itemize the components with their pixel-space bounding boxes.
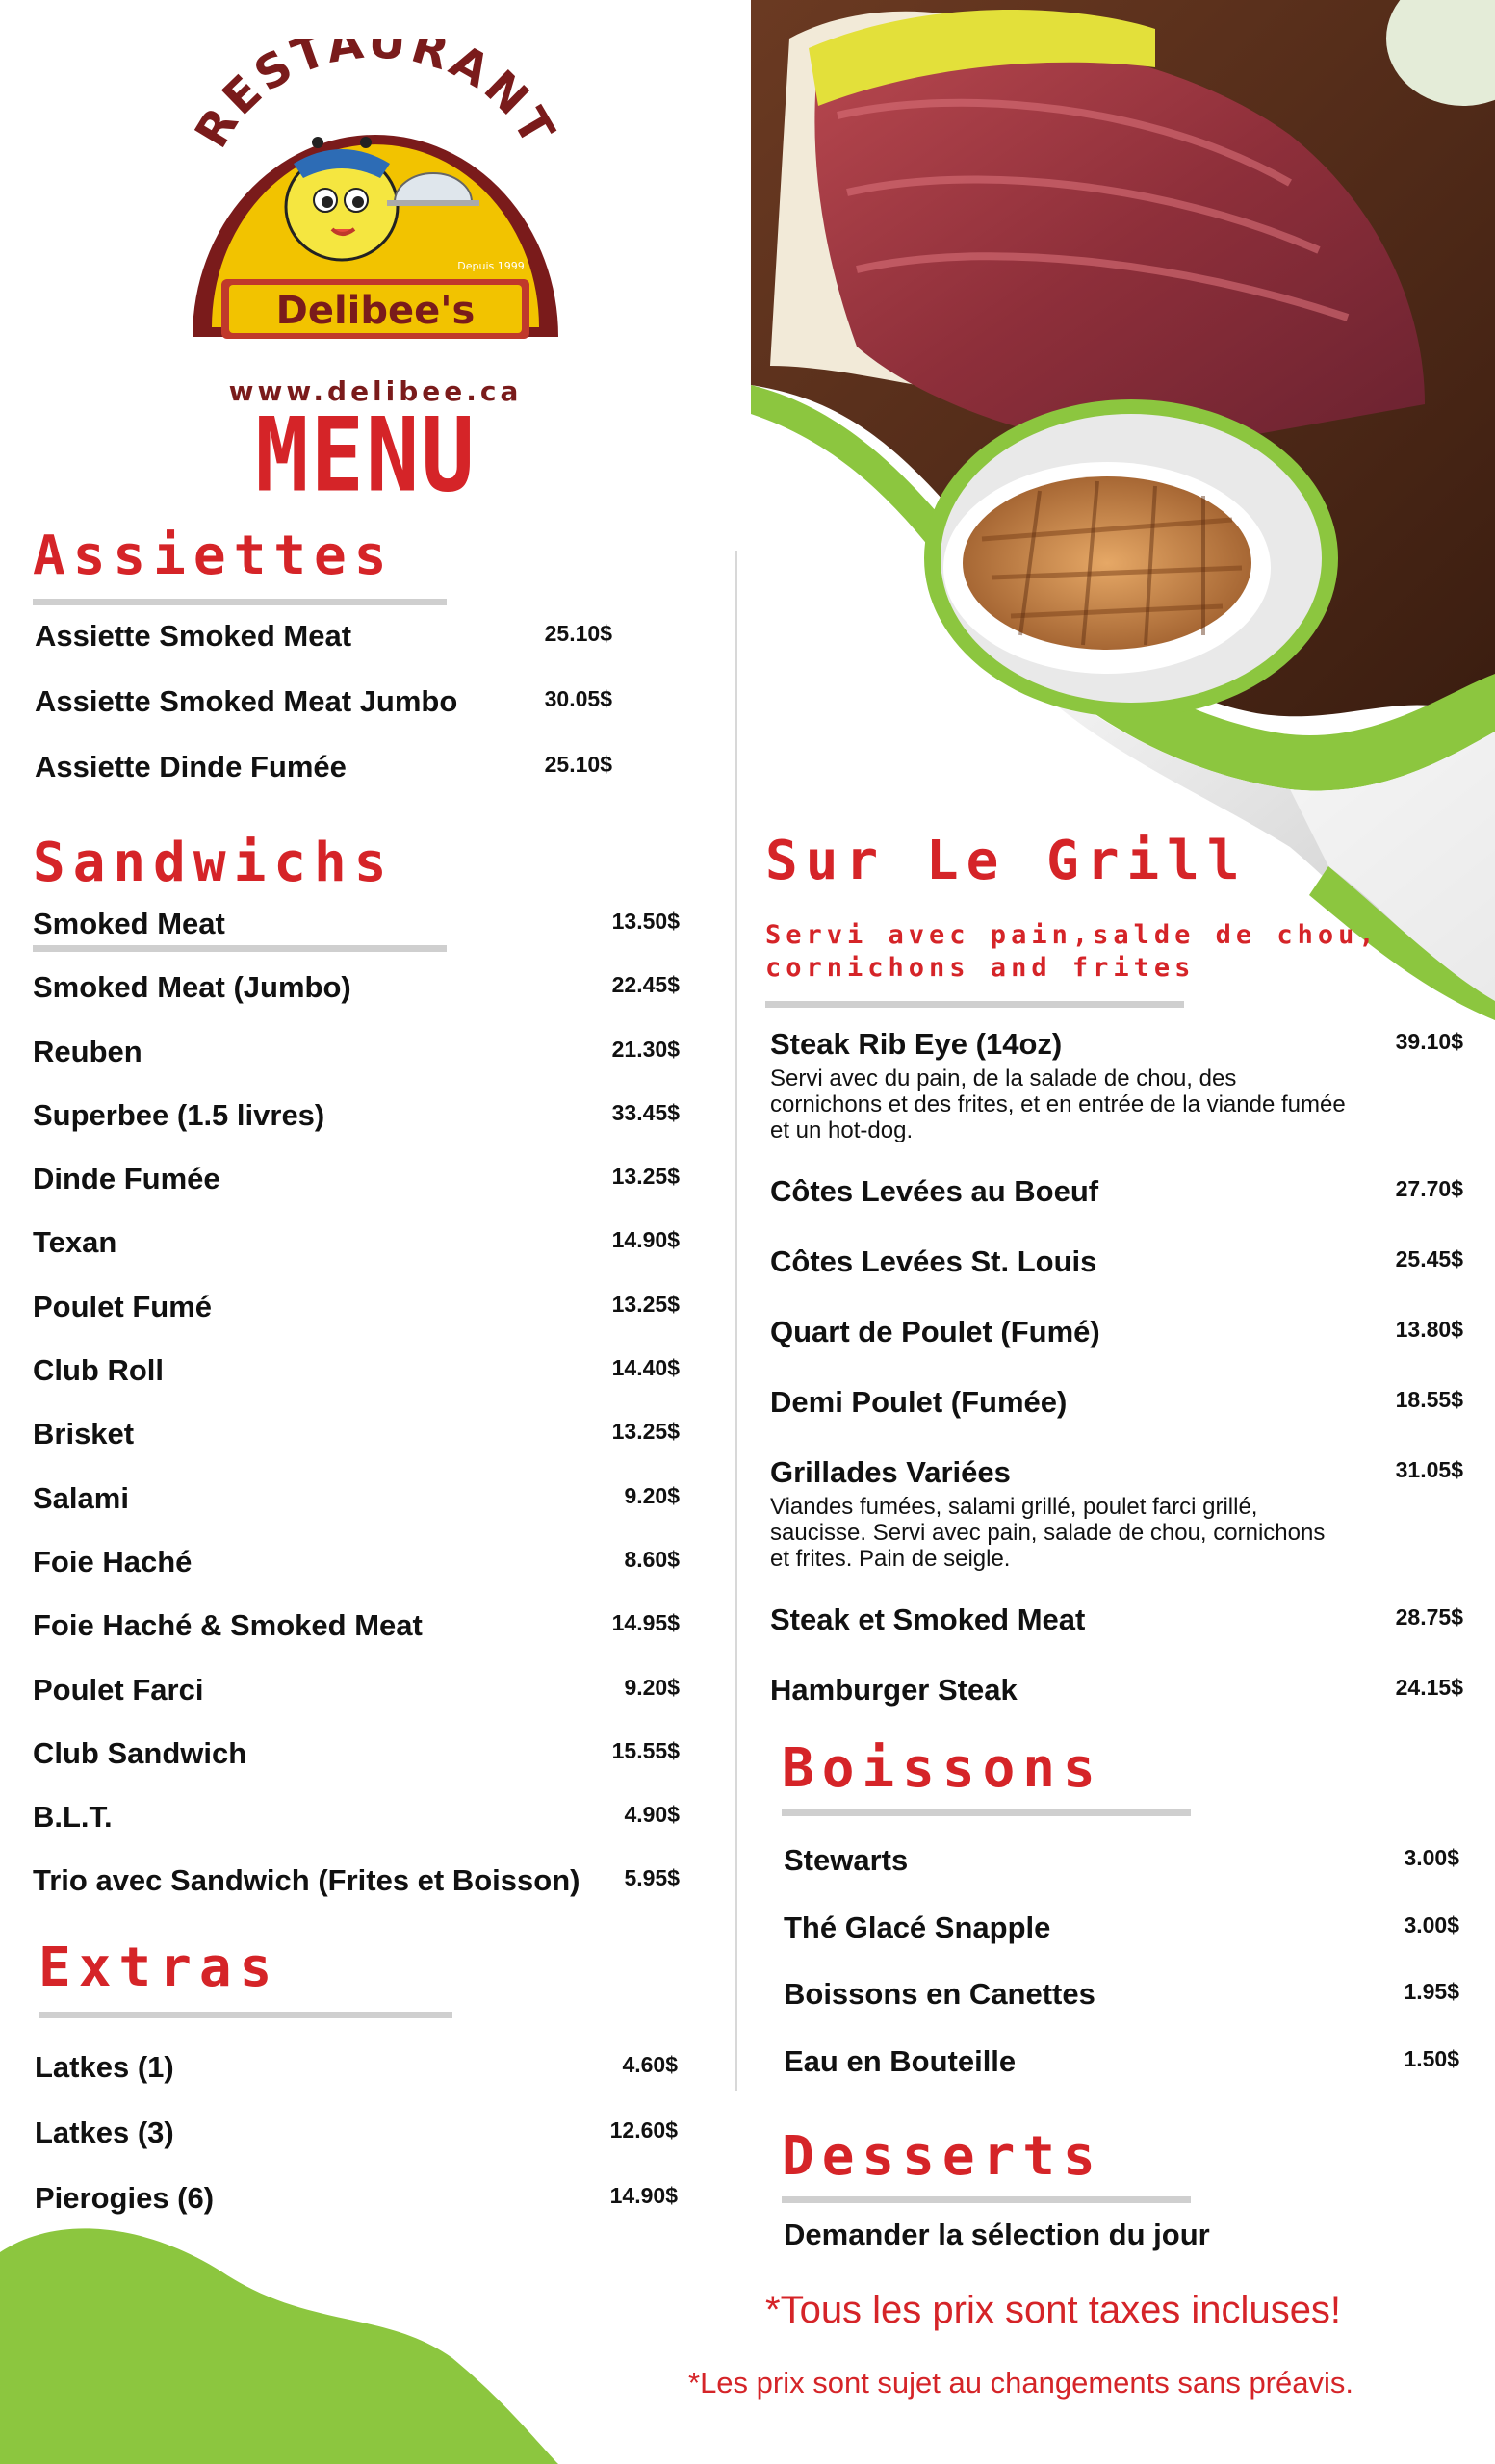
item-name: Smoked Meat (Jumbo) [33,970,351,1005]
menu-item [35,2050,678,2116]
menu-item [33,1290,680,1353]
item-price: 27.70$ [1395,1176,1463,1201]
item-name: Poulet Farci [33,1672,204,1707]
item-name: Brisket [33,1417,135,1451]
menu-item [770,1245,1463,1315]
item-price: 18.55$ [1395,1387,1463,1412]
section-rule [39,2012,452,2018]
item-name: Steak Rib Eye (14oz) [770,1027,1063,1061]
item-description: Servi avec du pain, de la salade de chou, des cornichons et des frites, et en entrée de la viande fumée et un hot-dog. [770,1065,1346,1143]
item-price: 25.45$ [1395,1246,1463,1271]
restaurant-logo [183,38,568,407]
green-wave-decoration [0,2214,674,2464]
grill-subtitle-line1: Servi avec pain,salde de chou, [765,920,1379,950]
menu-item [770,1315,1463,1385]
item-name: Smoked Meat [33,907,225,940]
item-price: 25.10$ [544,752,612,777]
logo-brand-text: Delibee's [275,289,476,333]
item-price: 28.75$ [1395,1604,1463,1630]
menu-item [35,619,612,684]
menu-item [33,1736,680,1800]
menu-item [35,2116,678,2181]
menu-item [33,970,680,1034]
item-price: 1.95$ [1404,1979,1459,2004]
assiettes-list [35,619,612,815]
menu-item [784,1911,1459,1978]
item-price: 33.45$ [611,1099,680,1125]
item-price: 3.00$ [1404,1912,1459,1938]
section-rule [33,599,447,605]
item-name: Demi Poulet (Fumée) [770,1385,1068,1419]
section-title-desserts: Desserts [782,2125,1103,2188]
menu-item [33,1673,680,1736]
item-name: Stewarts [784,1843,909,1877]
boissons-list [784,1843,1459,2111]
item-name: Club Sandwich [33,1735,247,1770]
logo-arc-text: RESTAURANT [184,38,567,158]
item-price: 22.45$ [611,972,680,998]
item-name: Reuben [33,1034,142,1068]
item-price: 13.50$ [611,909,680,934]
footnote-taxes: *Tous les prix sont taxes incluses! [765,2289,1342,2331]
item-price: 9.20$ [624,1482,680,1508]
menu-item [770,1174,1463,1245]
item-price: 14.90$ [609,2183,678,2208]
item-name: Foie Haché & Smoked Meat [33,1608,423,1643]
item-name: Latkes (1) [35,2050,174,2084]
item-price: 13.25$ [611,1164,680,1190]
item-price: 13.80$ [1395,1317,1463,1342]
menu-item [770,1385,1463,1455]
section-title-assiettes: Assiettes [33,525,395,587]
menu-item [33,1481,680,1545]
item-name: Superbee (1.5 livres) [33,1097,325,1132]
item-price: 31.05$ [1395,1457,1463,1482]
grill-subtitle-line2: cornichons and frites [765,953,1196,983]
menu-item [784,1843,1459,1911]
menu-item [33,1417,680,1480]
item-description: Viandes fumées, salami grillé, poulet farci grillé, saucisse. Servi avec pain, salade de chou, cornichons et frites. Pain de seigle. [770,1494,1326,1572]
section-rule [765,1001,1184,1008]
section-rule [782,2196,1191,2203]
menu-item [35,750,612,815]
item-name: Pierogies (6) [35,2181,215,2215]
item-price: 12.60$ [609,2118,678,2143]
website-url: www.delibee.ca [228,375,523,407]
item-price: 24.15$ [1395,1675,1463,1700]
item-name: Assiette Smoked Meat [35,619,352,653]
section-title-extras: Extras [39,1937,280,1999]
desserts-note: Demander la sélection du jour [784,2218,1210,2251]
menu-item [33,1225,680,1289]
item-name: Assiette Smoked Meat Jumbo [35,684,458,718]
menu-title: MENU [255,396,477,516]
item-name: Salami [33,1480,129,1515]
menu-item [33,1035,680,1098]
section-title-sandwichs: Sandwichs [33,832,395,894]
item-name: Quart de Poulet (Fumé) [770,1315,1100,1348]
item-name: Côtes Levées St. Louis [770,1245,1097,1278]
menu-item [33,1863,680,1927]
menu-item [35,2181,678,2246]
item-price: 1.50$ [1404,2045,1459,2071]
section-title-boissons: Boissons [782,1737,1103,1800]
item-name: Eau en Bouteille [784,2043,1017,2078]
item-price: 3.00$ [1404,1845,1459,1870]
item-name: Latkes (3) [35,2116,174,2149]
item-price: 4.90$ [624,1802,680,1828]
item-price: 21.30$ [611,1036,680,1062]
item-price: 39.10$ [1395,1029,1463,1054]
item-price: 9.20$ [624,1674,680,1700]
menu-item [770,1455,1463,1603]
menu-item [35,684,612,750]
grill-list [770,1027,1463,1743]
menu-item [33,1608,680,1672]
item-price: 13.25$ [611,1419,680,1445]
item-price: 5.95$ [624,1865,680,1891]
column-divider [735,551,737,2091]
item-price: 14.95$ [611,1610,680,1636]
sandwichs-list [33,907,680,1928]
item-name: Dinde Fumée [33,1162,220,1196]
menu-item [33,1353,680,1417]
section-rule [782,1810,1191,1816]
item-price: 30.05$ [544,686,612,711]
item-price: 25.10$ [544,621,612,646]
item-name: Boissons en Canettes [784,1977,1095,2011]
item-name: Steak et Smoked Meat [770,1603,1086,1636]
menu-item [33,907,680,970]
item-price: 4.60$ [622,2052,678,2077]
item-name: Thé Glacé Snapple [784,1910,1051,1944]
item-price: 15.55$ [611,1737,680,1763]
menu-item [770,1673,1463,1743]
item-name: Hamburger Steak [770,1673,1018,1707]
menu-item [33,1800,680,1863]
item-name: Texan [33,1225,117,1260]
menu-item [770,1027,1463,1174]
item-price: 8.60$ [624,1546,680,1572]
footnote-changes: *Les prix sont sujet au changements sans préavis. [688,2366,1353,2400]
menu-item [784,2044,1459,2112]
item-price: 13.25$ [611,1291,680,1317]
menu-item [770,1603,1463,1673]
menu-item [33,1545,680,1608]
item-price: 14.90$ [611,1227,680,1253]
menu-item [33,1162,680,1225]
item-name: B.L.T. [33,1800,113,1835]
item-name: Assiette Dinde Fumée [35,750,347,783]
menu-item [33,1098,680,1162]
item-name: Côtes Levées au Boeuf [770,1174,1099,1208]
item-price: 14.40$ [611,1355,680,1381]
item-name: Club Roll [33,1353,165,1388]
menu-item [784,1977,1459,2044]
item-name: Grillades Variées [770,1455,1011,1489]
item-name: Foie Haché [33,1544,193,1578]
item-name: Poulet Fumé [33,1289,213,1323]
logo-since-text: Depuis 1999 [457,260,525,272]
extras-list [35,2050,678,2246]
item-name: Trio avec Sandwich (Frites et Boisson) [33,1863,580,1898]
section-title-grill: Sur Le Grill [765,830,1248,892]
